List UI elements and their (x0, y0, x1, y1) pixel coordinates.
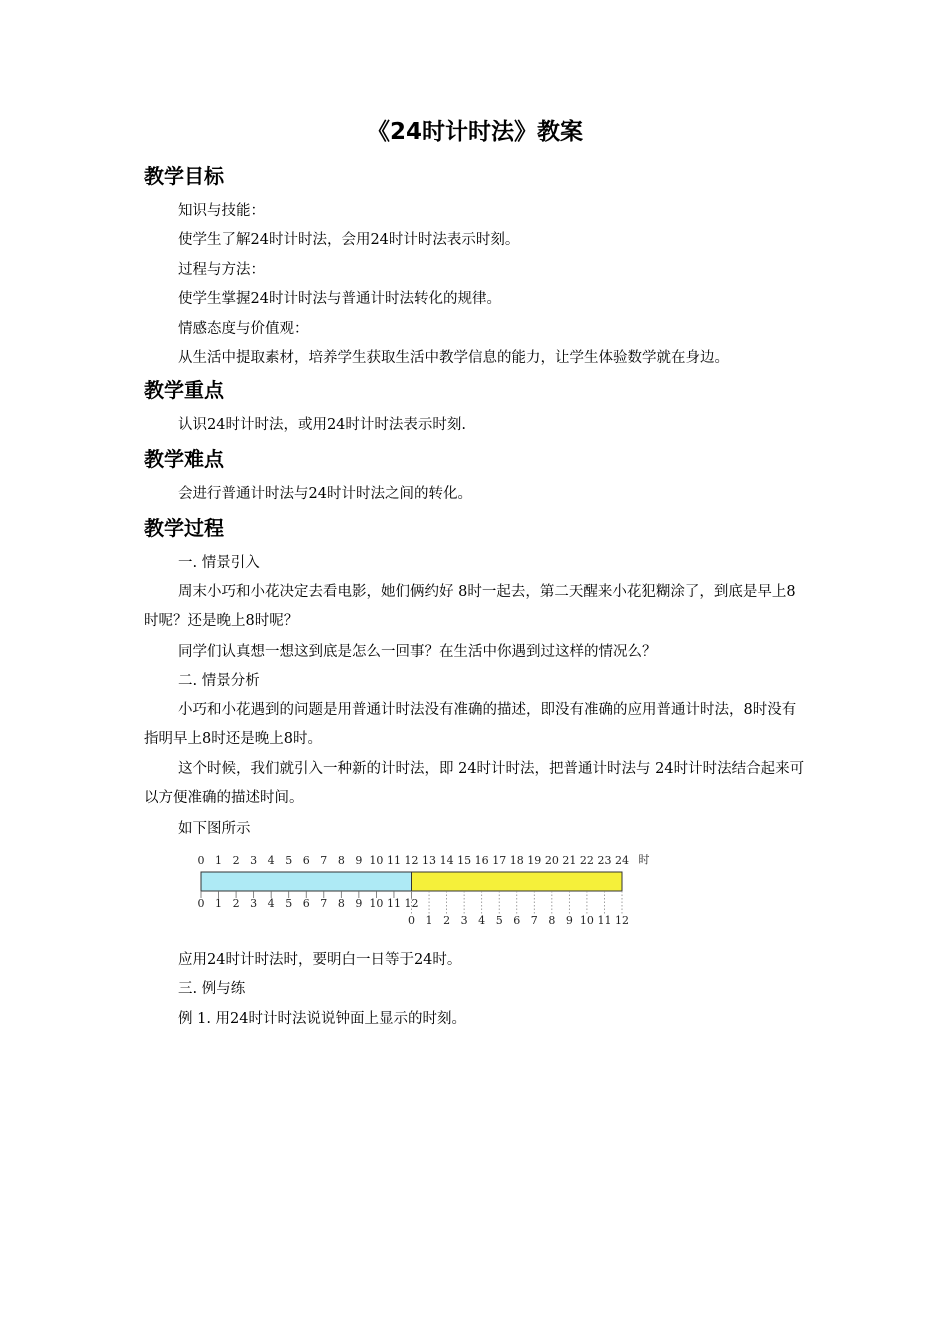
pm-tick-label: 11 (597, 914, 612, 927)
top-tick-label: 23 (597, 854, 612, 867)
top-tick-label: 21 (562, 854, 577, 867)
part2-title: 二. 情景分析 (178, 673, 260, 689)
top-tick-label: 18 (509, 854, 524, 867)
pm-tick-label: 0 (408, 914, 415, 927)
emotion-label: 情感态度与价值观： (178, 321, 309, 337)
top-tick-label: 17 (492, 854, 507, 867)
after-figure-text: 应用24时计时法时，要明白一日等于24时。 (178, 952, 462, 968)
pm-tick-label: 5 (495, 914, 503, 927)
top-tick-label: 11 (386, 854, 401, 867)
part1-paragraph2: 同学们认真想一想这到底是怎么一回事？在生活中你遇到过这样的情况么？ (178, 644, 657, 660)
am-tick-label: 0 (197, 897, 205, 910)
top-tick-label: 10 (369, 854, 384, 867)
am-tick-label: 12 (404, 897, 419, 910)
am-tick-label: 5 (285, 897, 293, 910)
top-tick-label: 24 (615, 854, 629, 867)
top-tick-label: 8 (337, 854, 345, 867)
top-tick-label: 14 (439, 854, 454, 867)
am-tick-label: 8 (337, 897, 345, 910)
knowledge-text: 使学生了解24时计时法，会用24时计时法表示时刻。 (178, 232, 520, 248)
am-tick-label: 7 (320, 897, 328, 910)
knowledge-label: 知识与技能： (178, 203, 265, 219)
top-tick-label: 4 (267, 854, 275, 867)
top-tick-label: 20 (544, 854, 559, 867)
pm-tick-label: 10 (579, 914, 594, 927)
top-tick-label: 9 (355, 854, 363, 867)
part2-paragraph1: 小巧和小花遇到的问题是用普通计时法没有准确的描述，即没有准确的应用普通计时法，8时没有指明早上8时还是晚上8时。 (144, 702, 797, 747)
am-tick-label: 6 (302, 897, 310, 910)
part1-paragraph1: 周末小巧和小花决定去看电影，她们俩约好 8时一起去，第二天醒来小花犯糊涂了，到底是早上8时呢？还是晚上8时呢？ (144, 584, 796, 629)
figure-intro: 如下图所示 (178, 821, 251, 837)
top-tick-label: 12 (404, 854, 419, 867)
unit-label: 时 (638, 853, 650, 866)
pm-tick-label: 3 (460, 914, 468, 927)
pm-tick-label: 1 (425, 914, 433, 927)
top-tick-label: 15 (457, 854, 472, 867)
top-tick-label: 13 (422, 854, 437, 867)
emotion-text: 从生活中提取素材，培养学生获取生活中教学信息的能力，让学生体验数学就在身边。 (178, 350, 729, 366)
part2-paragraph2: 这个时候，我们就引入一种新的计时法，即 24时计时法，把普通计时法与 24时计时法结合起来可以方便准确的描述时间。 (144, 761, 805, 806)
pm-tick-label: 9 (565, 914, 573, 927)
process-text: 使学生掌握24时计时法与普通计时法转化的规律。 (178, 291, 501, 307)
top-tick-label: 3 (250, 854, 258, 867)
difficulties-text: 会进行普通计时法与24时计时法之间的转化。 (178, 486, 472, 502)
pm-tick-label: 6 (513, 914, 521, 927)
am-tick-label: 9 (355, 897, 363, 910)
pm-tick-label: 12 (615, 914, 629, 927)
heading-objectives: 教学目标 (144, 164, 224, 188)
pm-tick-label: 2 (443, 914, 451, 927)
process-label: 过程与方法： (178, 262, 265, 278)
pm-tick-label: 8 (548, 914, 556, 927)
pm-tick-label: 7 (530, 914, 538, 927)
am-tick-label: 3 (250, 897, 258, 910)
document-title: 《24时计时法》教案 (366, 119, 583, 145)
top-tick-label: 7 (320, 854, 328, 867)
top-tick-label: 22 (579, 854, 594, 867)
top-tick-label: 0 (197, 854, 205, 867)
top-tick-label: 1 (215, 854, 223, 867)
pm-tick-label: 4 (478, 914, 486, 927)
am-bar (201, 872, 412, 891)
heading-process: 教学过程 (144, 516, 224, 540)
am-tick-label: 1 (215, 897, 223, 910)
top-tick-label: 2 (232, 854, 240, 867)
heading-difficulties: 教学难点 (144, 447, 224, 471)
top-tick-label: 16 (474, 854, 489, 867)
part3-title: 三. 例与练 (178, 981, 246, 997)
am-tick-label: 4 (267, 897, 275, 910)
am-tick-label: 11 (386, 897, 401, 910)
am-tick-label: 2 (232, 897, 240, 910)
example1-text: 例 1. 用24时计时法说说钟面上显示的时刻。 (178, 1011, 467, 1027)
pm-bar (412, 872, 623, 891)
top-tick-label: 5 (285, 854, 293, 867)
top-tick-label: 19 (527, 854, 542, 867)
timeline-figure (190, 846, 660, 928)
heading-key-points: 教学重点 (144, 378, 224, 402)
top-tick-label: 6 (302, 854, 310, 867)
part1-title: 一. 情景引入 (178, 555, 260, 571)
key-points-text: 认识24时计时法，或用24时计时法表示时刻. (178, 417, 467, 433)
am-tick-label: 10 (369, 897, 384, 910)
